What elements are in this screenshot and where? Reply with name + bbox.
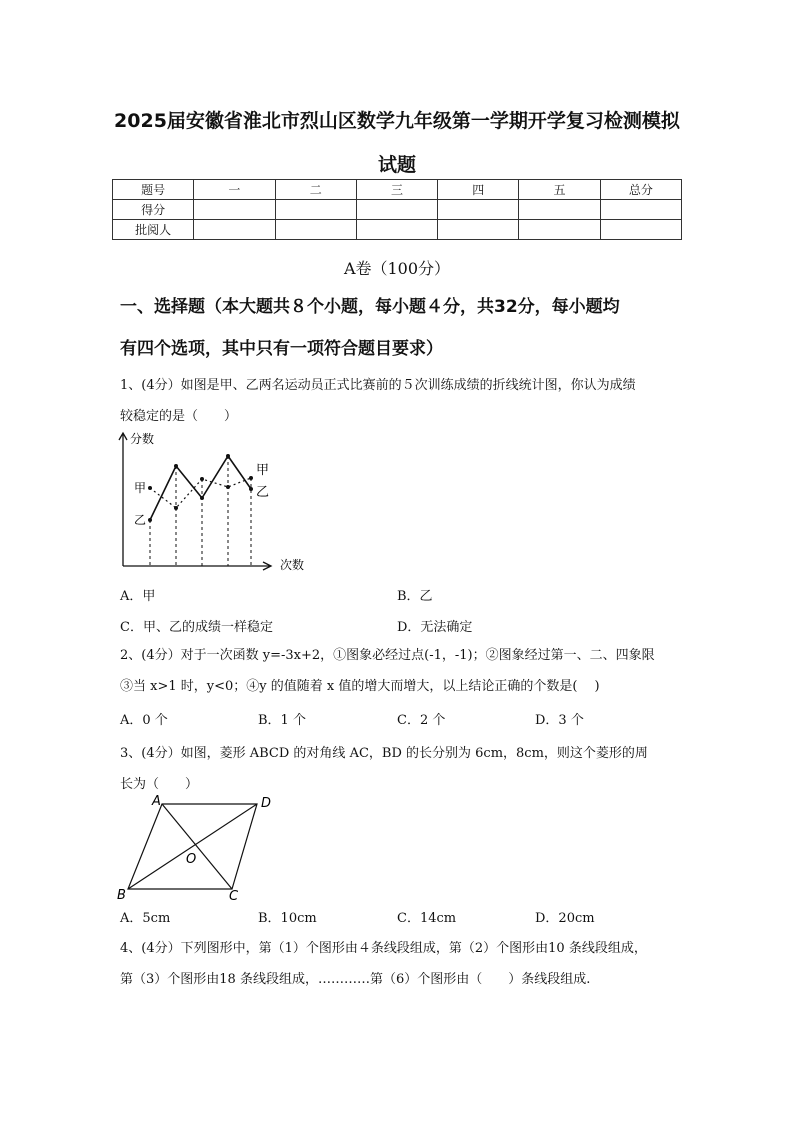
diagonal-ac (162, 804, 232, 889)
score-header-cell: 一 (194, 180, 275, 200)
score-header-cell: 四 (438, 180, 519, 200)
score-table (112, 179, 682, 240)
score-row-label: 得分 (113, 200, 194, 220)
q2-option-a[interactable]: A．0 个 (120, 713, 168, 728)
section-heading: 一、选择题（本大题共８个小题，每小题４分，共32分，每小题均 (120, 297, 620, 317)
q3-option-b[interactable]: B．10cm (258, 911, 317, 926)
vertex-label-d: D (261, 796, 272, 811)
score-cell[interactable] (356, 200, 437, 220)
question-3-text-line2: 长为（ ） (120, 777, 199, 792)
question-4-text-line2: 第（3）个图形由18 条线段组成，…………第（6）个图形由（ ）条线段组成. (120, 972, 591, 987)
q3-option-c[interactable]: C．14cm (397, 911, 457, 926)
y-axis-label: 分数 (130, 432, 155, 446)
page-title-line2: 试题 (377, 154, 416, 176)
question-3-text: 3、(4分）如图，菱形 ABCD 的对角线 AC，BD 的长分别为 6cm，8cm，则这个菱形的周 (120, 746, 648, 761)
data-points (148, 454, 253, 522)
page-title: 2025届安徽省淮北市烈山区数学九年级第一学期开学复习检测模拟 (114, 110, 680, 132)
series-end-label-jia: 甲 (256, 463, 270, 478)
section-heading-line2: 有四个选项，其中只有一项符合题目要求） (120, 339, 443, 359)
q1-option-a[interactable]: A．甲 (120, 589, 156, 604)
score-cell[interactable] (519, 220, 600, 240)
vertex-label-b: B (117, 888, 126, 903)
volume-heading: A卷（100分） (343, 259, 451, 278)
q2-option-c[interactable]: C．2 个 (397, 713, 446, 728)
score-cell[interactable] (194, 200, 275, 220)
series-end-label-yi: 乙 (256, 485, 270, 500)
center-label-o: O (186, 852, 197, 867)
question-1-text-line2: 较稳定的是（ ） (120, 409, 238, 424)
series-jia-line (150, 478, 251, 508)
score-header-cell: 题号 (113, 180, 194, 200)
q2-option-d[interactable]: D．3 个 (535, 713, 584, 728)
score-cell[interactable] (194, 220, 275, 240)
score-table-header-row (113, 180, 682, 200)
question-4-text: 4、(4分）下列图形中，第（1）个图形由４条线段组成，第（2）个图形由10 条线段组成， (120, 941, 647, 956)
series-yi-line (150, 456, 251, 520)
question-2-text-line2: ③当 x>1 时，y<0；④y 的值随着 x 值的增大而增大，以上结论正确的个数是( ) (120, 679, 600, 694)
q3-option-a[interactable]: A．5cm (120, 911, 171, 926)
score-row-label: 批阅人 (113, 220, 194, 240)
question-1-text: 1、(4分）如图是甲、乙两名运动员正式比赛前的５次训练成绩的折线统计图，你认为成绩 (120, 378, 636, 393)
vertical-guides (150, 456, 251, 566)
q1-option-b[interactable]: B．乙 (397, 589, 433, 604)
x-axis-label: 次数 (280, 558, 305, 572)
q1-option-d[interactable]: D．无法确定 (397, 620, 473, 635)
series-label-jia: 甲 (134, 481, 147, 495)
vertex-label-c: C (229, 889, 239, 904)
score-cell[interactable] (438, 220, 519, 240)
score-header-cell: 五 (519, 180, 600, 200)
score-header-cell: 二 (275, 180, 356, 200)
q3-option-d[interactable]: D．20cm (535, 911, 595, 926)
score-table-row (113, 200, 682, 220)
q3-rhombus-figure (112, 792, 282, 904)
q1-line-chart (110, 428, 320, 578)
vertex-label-a: A (152, 794, 161, 809)
question-2-text: 2、(4分）对于一次函数 y=-3x+2，①图象必经过点(-1，-1)；②图象经过第一、二、四象限 (120, 648, 655, 663)
score-header-cell: 总分 (600, 180, 681, 200)
series-label-yi: 乙 (134, 513, 147, 527)
q2-option-b[interactable]: B．1 个 (258, 713, 306, 728)
diagonal-bd (128, 804, 257, 889)
score-cell[interactable] (356, 220, 437, 240)
score-header-cell: 三 (356, 180, 437, 200)
score-cell[interactable] (519, 200, 600, 220)
q1-option-c[interactable]: C．甲、乙的成绩一样稳定 (120, 620, 273, 635)
score-cell[interactable] (275, 200, 356, 220)
score-table-row (113, 220, 682, 240)
score-cell[interactable] (600, 200, 681, 220)
score-cell[interactable] (275, 220, 356, 240)
score-cell[interactable] (438, 200, 519, 220)
score-cell[interactable] (600, 220, 681, 240)
